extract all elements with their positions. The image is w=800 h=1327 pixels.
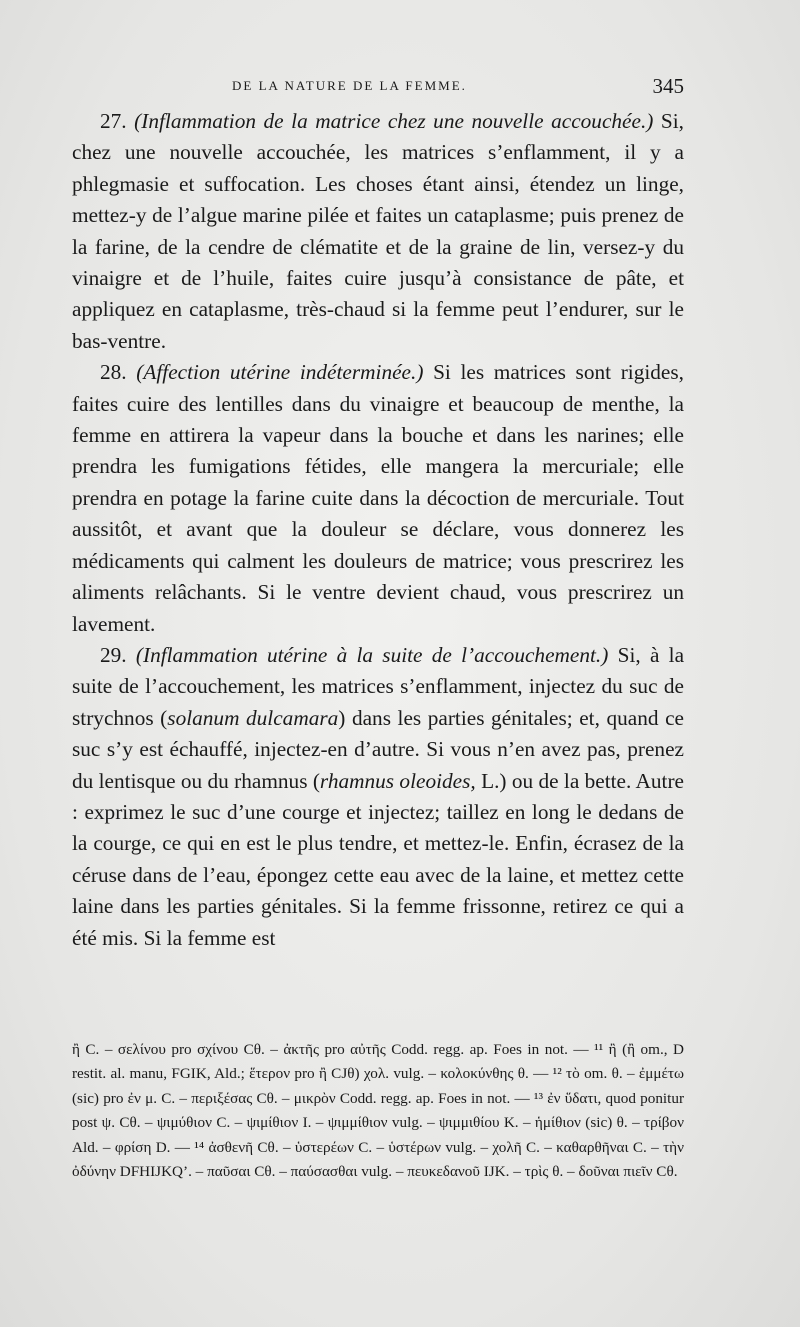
footnotes <box>72 1038 684 1184</box>
paragraph-number: 29. <box>100 642 127 667</box>
paragraph-29 <box>72 640 684 954</box>
page-header <box>72 74 684 100</box>
paragraph-heading: (Inflammation de la matrice chez une nouvelle accouchée.) <box>134 109 654 133</box>
paragraph-heading: (Inflammation utérine à la suite de l’accouchement.) <box>135 642 609 667</box>
running-title: DE LA NATURE DE LA FEMME. <box>232 78 467 93</box>
paragraph-text: Si, à la suite de l’accouchement, les matrices s’enflamment, injectez du suc de strychnos ( <box>72 642 685 730</box>
paragraph-text: Si les matrices sont rigides, faites cuire des lentilles dans du vinaigre et beaucoup de menthe, la femme en attirera la vapeur dans la bouche et dans les narines; elle prendra les fumigations fétides, elle mangera la mercuriale; elle prendra en potage la farine cuite dans la décoction de mercuriale. Tout aussitôt, et avant que la douleur se déclare, vous donnerez les médicaments qui calment les douleurs de matrice; vous prescrirez les aliments relâchants. Si le ventre devient chaud, vous prescrirez un lavement. <box>72 360 684 636</box>
paragraph-text: L.) ou de la bette. Autre : exprimez le suc d’une courge et injectez; taillez en long le dedans de la courge, ce qui en est le plus tendre, et mettez-le. Enfin, écrasez de la céruse dans de l’eau, épongez cette eau avec de la laine, et mettez cette laine dans les parties génitales. Si la femme frissonne, retirez ce qui a été mis. Si la femme est <box>72 768 684 950</box>
footnote-text: ἢ C. – σελίνου pro σχίνου Cθ. – ἀκτῆς pro αὐτῆς Codd. regg. ap. Foes in not. — ¹¹ ἢ (ἢ om., D restit. al. manu, FGIK, Ald.; ἕτερον pro ἢ CJθ) χολ. vulg. – κολοκύνθης θ. — ¹² τὸ om. θ. – ἐμμέτω (sic) pro ἐν μ. C. – περιξέσας Cθ. – μικρὸν Codd. regg. ap. Foes in not. — ¹³ ἐν ὕδατι, quod ponitur post ψ. Cθ. – ψιμύθιον C. – ψιμίθιον I. – ψιμμίθιον vulg. – ψιμμιθίου K. – ἡμίθιον (sic) θ. – τρίβον Ald. – φρίση D. — ¹⁴ ἀσθενῆ Cθ. – ὑστερέων C. – ὑστέρων vulg. – χολῆ C. – καθαρθῆναι C. – τὴν ὀδύνην DFHIJKQ’. – παῦσαι Cθ. – παύσασθαι vulg. – πευκεδανοῦ IJK. – τρὶς θ. – δοῦναι πιεῖν Cθ. <box>72 1041 684 1181</box>
paragraph-text: Si, chez une nouvelle accouchée, les matrices s’enflamment, il y a phlegmasie et suffocation. Les choses étant ainsi, étendez un linge, mettez-y de l’algue marine pilée et faites un cataplasme; puis prenez de la farine, de la cendre de clématite et de la graine de lin, versez-y du vinaigre et de l’huile, faites cuire jusqu’à consistance de pâte, et appliquez en cataplasme, très-chaud si la femme peut l’endurer, sur le bas-ventre. <box>72 109 685 353</box>
paragraph-number: 27. <box>100 109 127 133</box>
paragraph-27 <box>72 106 684 357</box>
paragraph-heading: (Affection utérine indéterminée.) <box>136 360 424 385</box>
paragraph-number: 28. <box>100 360 127 385</box>
page-number: 345 <box>652 74 684 98</box>
paragraph-28 <box>72 357 684 640</box>
paragraph-text: ) dans les parties génitales; et, quand ce suc s’y est échauffé, injectez-en d’autre. Si vous n’en avez pas, prenez du lentisque ou du rhamnus ( <box>72 705 684 793</box>
latin-name: solanum dulcamara <box>167 705 339 730</box>
latin-name: rhamnus oleoides, <box>319 768 476 793</box>
main-text <box>72 106 684 954</box>
